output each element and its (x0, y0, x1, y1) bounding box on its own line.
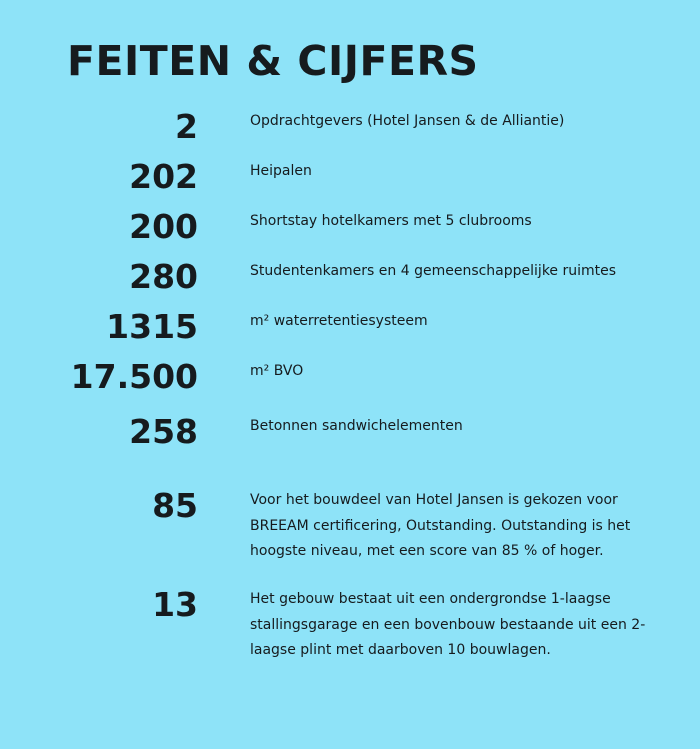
fact-description: Betonnen sandwichelementen (250, 418, 463, 434)
fact-number: 85 (152, 486, 198, 525)
fact-number: 202 (129, 157, 198, 196)
fact-number: 1315 (106, 307, 198, 346)
fact-description: m² waterretentiesysteem (250, 313, 428, 329)
fact-description: m² BVO (250, 363, 304, 379)
fact-description: Shortstay hotelkamers met 5 clubrooms (250, 213, 532, 229)
fact-number: 2 (175, 107, 198, 146)
page-title: FEITEN & CIJFERS (67, 37, 479, 85)
fact-number: 200 (129, 207, 198, 246)
fact-description: Voor het bouwdeel van Hotel Jansen is gekozen voor BREEAM certificering, Outstanding. Outstanding is het hoogste niveau, met een score van 85 % of hoger. (250, 492, 631, 559)
fact-description: Studentenkamers en 4 gemeenschappelijke ruimtes (250, 263, 617, 279)
fact-description: Heipalen (250, 163, 312, 179)
fact-number: 258 (129, 412, 198, 451)
fact-description: Het gebouw bestaat uit een ondergrondse 1-laagse stallingsgarage en een bovenbouw bestaande uit een 2-laagse plint met daarboven 10 bouwlagen. (250, 591, 646, 658)
fact-number: 13 (152, 585, 198, 624)
fact-number: 17.500 (70, 357, 198, 396)
fact-description: Opdrachtgevers (Hotel Jansen & de Alliantie) (250, 113, 565, 129)
fact-number: 280 (129, 257, 198, 296)
